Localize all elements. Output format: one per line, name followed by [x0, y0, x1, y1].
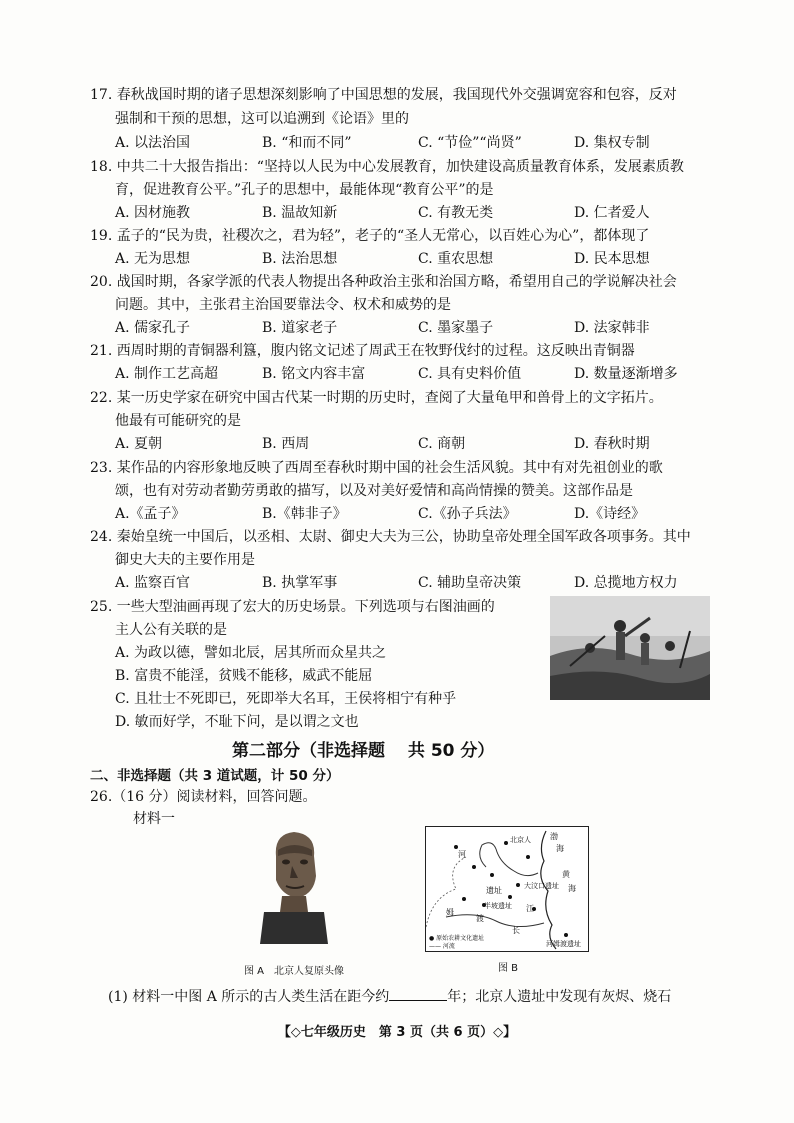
q22-option-d: D. 春秋时期 [574, 436, 650, 452]
figure-b-caption: 图 B [498, 963, 519, 974]
map-label-huang: 黄 [562, 870, 570, 879]
q25-stem-line1: 25. 一些大型油画再现了宏大的历史场景。下列选项与右图油画的 [90, 599, 495, 615]
map-label-yizhi: 遗址 [486, 886, 502, 895]
q23-option-d: D.《诗经》 [574, 506, 646, 522]
q26-sub1 [108, 986, 671, 1006]
q20-option-d: D. 法家韩非 [574, 320, 650, 336]
page-footer: 【◇七年级历史 第 3 页（共 6 页）◇】 [277, 1025, 517, 1040]
q26-material-label: 材料一 [133, 811, 175, 827]
q26-sub1-part1: (1) 材料一中图 A 所示的古人类生活在距今约 [108, 989, 390, 1005]
map-legend-site: ● 原始农耕文化遗址 [429, 935, 485, 942]
q18-option-c: C. 有教无类 [418, 205, 494, 221]
q18-option-b: B. 温故知新 [262, 205, 338, 221]
q22-option-c: C. 商朝 [418, 436, 466, 452]
q21-option-a: A. 制作工艺高超 [115, 366, 219, 382]
oil-painting-image [550, 596, 710, 700]
q22-stem-line1: 22. 某一历史学家在研究中国古代某一时期的历史时，查阅了大量龟甲和兽骨上的文字拓片。 [90, 390, 663, 406]
prehistoric-sites-map [425, 826, 589, 952]
q17-stem-line2: 强制和干预的思想，这可以追溯到《论语》里的 [115, 111, 409, 127]
q22-stem-line2: 他最有可能研究的是 [115, 413, 241, 429]
q17-option-b: B. “和而不同” [262, 135, 352, 151]
q25-option-b: B. 富贵不能淫，贫贱不能移，威武不能屈 [115, 668, 373, 684]
q20-stem-line1: 20. 战国时期，各家学派的代表人物提出各种政治主张和治国方略，希望用自己的学说解决社会 [90, 274, 677, 290]
map-site-banpo: 半坡遗址 [484, 902, 512, 910]
q17-option-c: C. “节俭”“尚贤” [418, 135, 522, 151]
q23-stem-line1: 23. 某作品的内容形象地反映了西周至春秋时期中国的社会生活风貌。其中有对先祖创业的歌 [90, 460, 663, 476]
q17-option-d: D. 集权专制 [574, 135, 650, 151]
q21-option-d: D. 数量逐渐增多 [574, 366, 678, 382]
q20-option-b: B. 道家老子 [262, 320, 338, 336]
part2-title: 第二部分（非选择题 共 50 分） [232, 741, 495, 761]
q23-option-b: B.《韩非子》 [262, 506, 347, 522]
q20-option-c: C. 墨家墨子 [418, 320, 494, 336]
map-label-hai1: 海 [556, 844, 564, 853]
map-site-hemudu: 河姆渡遗址 [546, 940, 581, 948]
map-site-beijingren: 北京人 [510, 836, 531, 844]
q22-option-a: A. 夏朝 [115, 436, 163, 452]
q18-stem-line1: 18. 中共二十大报告指出：“坚持以人民为中心发展教育，加快建设高质量教育体系，发展素质教 [90, 159, 684, 175]
q25-option-c: C. 且壮士不死即已，死即举大名耳，王侯将相宁有种乎 [115, 691, 457, 707]
q19-option-d: D. 民本思想 [574, 251, 650, 267]
q18-option-d: D. 仁者爱人 [574, 205, 650, 221]
map-label-he: 河 [458, 850, 466, 859]
q25-stem-line2: 主人公有关联的是 [115, 622, 227, 638]
q26-stem: 26.（16 分）阅读材料，回答问题。 [90, 789, 317, 805]
q23-option-a: A.《孟子》 [115, 506, 186, 522]
q25-option-a: A. 为政以德，譬如北辰，居其所而众星共之 [115, 645, 387, 661]
q17-option-a: A. 以法治国 [115, 135, 191, 151]
map-legend-river: —— 河流 [429, 943, 455, 950]
q24-option-b: B. 执掌军事 [262, 575, 338, 591]
q24-option-c: C. 辅助皇帝决策 [418, 575, 522, 591]
q18-option-a: A. 因材施教 [115, 205, 191, 221]
answer-blank[interactable] [389, 986, 447, 1001]
q19-option-b: B. 法治思想 [262, 251, 338, 267]
section2-heading: 二、非选择题（共 3 道试题，计 50 分） [90, 768, 340, 784]
q17-stem-line1: 17. 春秋战国时期的诸子思想深刻影响了中国思想的发展，我国现代外交强调宽容和包容，反对 [90, 87, 677, 103]
q18-stem-line2: 育，促进教育公平。”孔子的思想中，最能体现“教育公平”的是 [115, 182, 494, 198]
map-label-chang: 长 [512, 926, 520, 935]
q23-stem-line2: 颂，也有对劳动者勤劳勇敢的描写，以及对美好爱情和高尚情操的赞美。这部作品是 [115, 483, 633, 499]
q24-option-d: D. 总揽地方权力 [574, 575, 678, 591]
q26-sub1-part2: 年；北京人遗址中发现有灰烬、烧石 [447, 989, 672, 1005]
q21-option-c: C. 具有史料价值 [418, 366, 522, 382]
q21-option-b: B. 铭文内容丰富 [262, 366, 366, 382]
map-label-jiang: 江 [526, 904, 534, 913]
q25-option-d: D. 敏而好学，不耻下问，是以谓之文也 [115, 714, 359, 730]
q22-option-b: B. 西周 [262, 436, 310, 452]
q20-stem-line2: 问题。其中，主张君主治国要靠法令、权术和威势的是 [115, 297, 451, 313]
q19-option-c: C. 重农思想 [418, 251, 494, 267]
map-label-mu: 姆 [446, 908, 454, 917]
q24-stem-line1: 24. 秦始皇统一中国后，以丞相、太尉、御史大夫为三公，协助皇帝处理全国军政各项事务。其中 [90, 529, 691, 545]
q24-option-a: A. 监察百官 [115, 575, 191, 591]
figure-a-caption: 图 A 北京人复原头像 [244, 966, 345, 977]
q23-option-c: C.《孙子兵法》 [418, 506, 517, 522]
q19-option-a: A. 无为思想 [115, 251, 191, 267]
q21-stem-line1: 21. 西周时期的青铜器利簋，腹内铭文记述了周武王在牧野伐纣的过程。这反映出青铜器 [90, 343, 635, 359]
q20-option-a: A. 儒家孔子 [115, 320, 191, 336]
map-label-hai2: 海 [568, 884, 576, 893]
map-label-du: 渡 [476, 914, 484, 923]
map-label-bo: 渤 [550, 832, 558, 841]
peking-man-bust-image [254, 826, 334, 946]
map-site-dawenkou: 大汶口遗址 [524, 882, 559, 890]
q24-stem-line2: 御史大夫的主要作用是 [115, 552, 255, 568]
q19-stem-line1: 19. 孟子的“民为贵，社稷次之，君为轻”，老子的“圣人无常心，以百姓心为心”，都体现了 [90, 228, 650, 244]
